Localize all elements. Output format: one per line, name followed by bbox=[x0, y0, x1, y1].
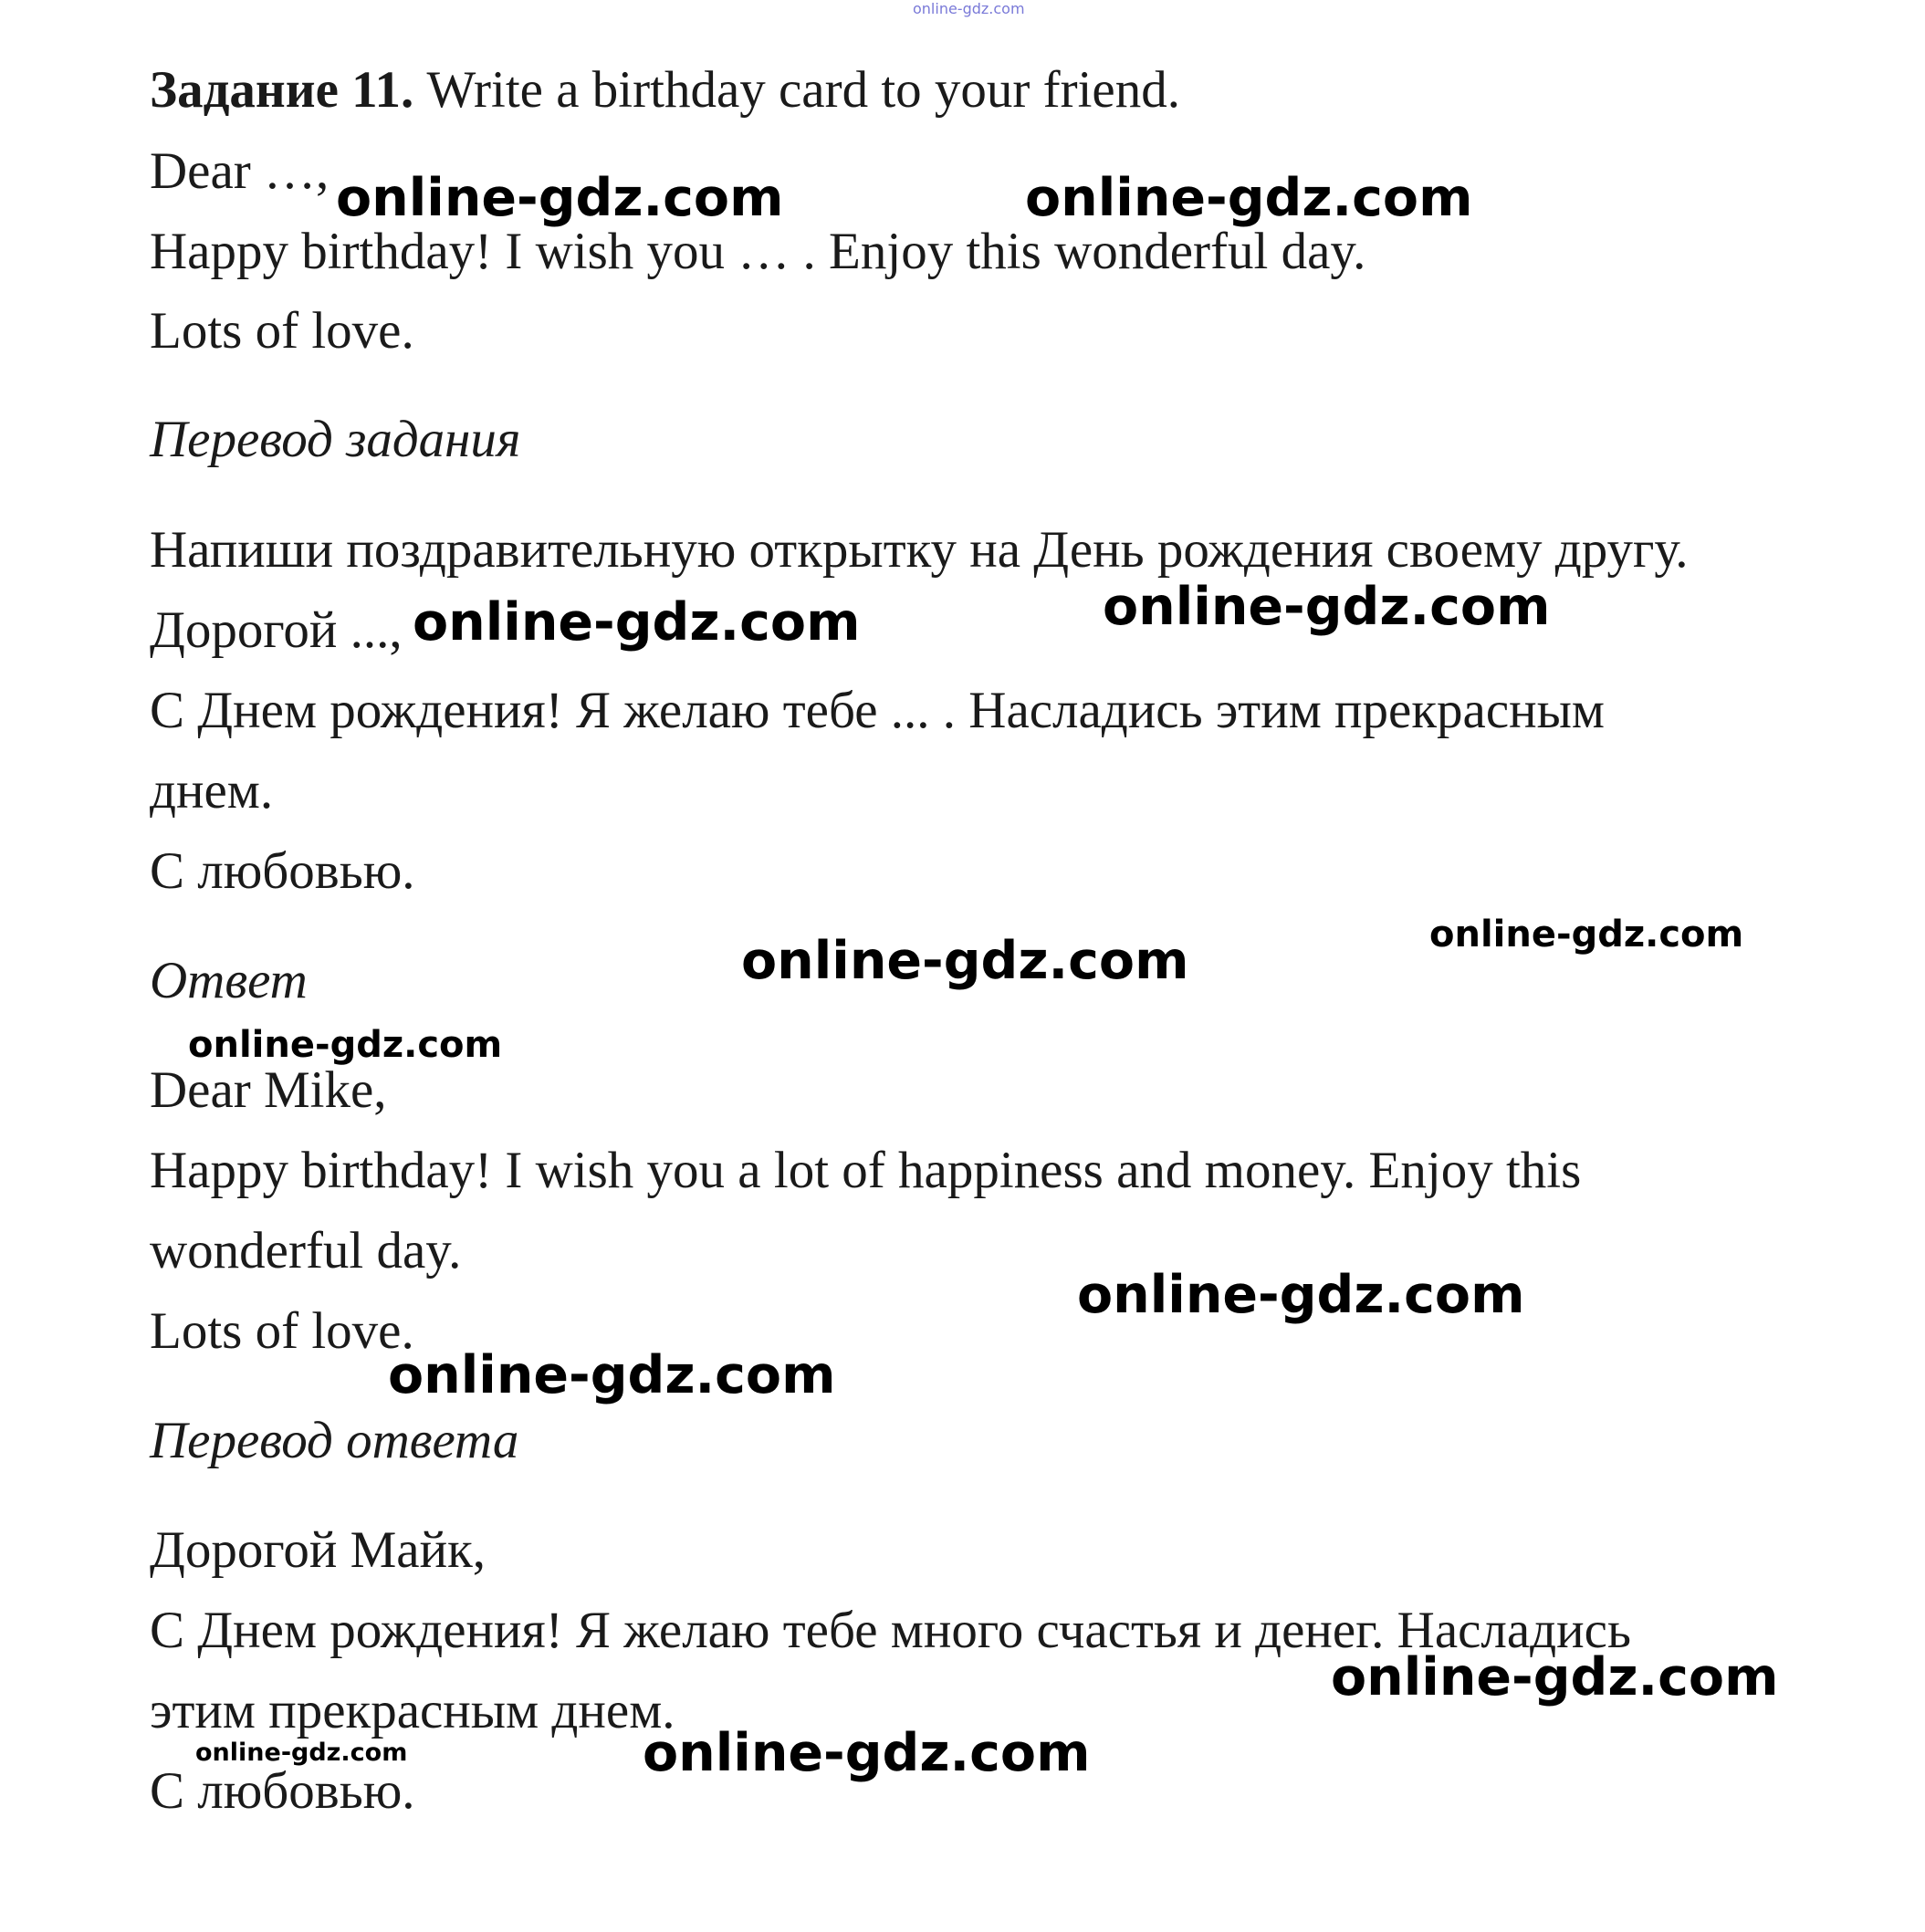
watermark: online-gdz.com bbox=[1025, 168, 1473, 228]
answer-heading: Ответ bbox=[150, 952, 308, 1009]
answer-translation-line-4: С любовью. bbox=[150, 1762, 415, 1820]
watermark: online-gdz.com bbox=[1077, 1265, 1525, 1325]
watermark: online-gdz.com bbox=[643, 1723, 1091, 1783]
task-line bbox=[150, 58, 1180, 122]
task-translation-line-3: С Днем рождения! Я желаю тебе ... . Насладись этим прекрасным bbox=[150, 682, 1605, 739]
watermark: online-gdz.com bbox=[195, 1739, 408, 1767]
watermark: online-gdz.com bbox=[741, 931, 1189, 991]
answer-translation-line-2: С Днем рождения! Я желаю тебе много счастья и денег. Насладись bbox=[150, 1602, 1631, 1659]
task-translation-heading: Перевод задания bbox=[150, 411, 521, 468]
watermark: online-gdz.com bbox=[1331, 1647, 1779, 1707]
answer-line-4: Lots of love. bbox=[150, 1302, 414, 1360]
answer-line-1: Dear Mike, bbox=[150, 1061, 387, 1119]
answer-translation-line-1: Дорогой Майк, bbox=[150, 1521, 486, 1579]
answer-line-3: wonderful day. bbox=[150, 1222, 462, 1279]
task-translation-line-2: Дорогой ..., bbox=[150, 601, 403, 659]
watermark: online-gdz.com bbox=[1103, 577, 1551, 637]
task-translation-line-4: днем. bbox=[150, 762, 274, 820]
task-line-3: Lots of love. bbox=[150, 302, 414, 360]
watermark-top: online-gdz.com bbox=[913, 0, 1025, 17]
watermark: online-gdz.com bbox=[1429, 914, 1744, 956]
answer-translation-line-3: этим прекрасным днем. bbox=[150, 1682, 675, 1739]
answer-translation-heading: Перевод ответа bbox=[150, 1412, 519, 1469]
task-line-1: Dear …, bbox=[150, 142, 330, 200]
task-line-2: Happy birthday! I wish you … . Enjoy this wonderful day. bbox=[150, 223, 1366, 280]
watermark: online-gdz.com bbox=[188, 1024, 503, 1066]
task-translation-line-1: Напиши поздравительную открытку на День рождения своему другу. bbox=[150, 521, 1689, 579]
task-text: Write a birthday card to your friend. bbox=[426, 61, 1180, 119]
task-translation-line-5: С любовью. bbox=[150, 842, 415, 900]
answer-line-2: Happy birthday! I wish you a lot of happiness and money. Enjoy this bbox=[150, 1142, 1582, 1199]
watermark: online-gdz.com bbox=[336, 168, 784, 228]
watermark: online-gdz.com bbox=[388, 1345, 836, 1405]
watermark: online-gdz.com bbox=[413, 592, 861, 653]
task-label: Задание 11. bbox=[150, 61, 414, 119]
